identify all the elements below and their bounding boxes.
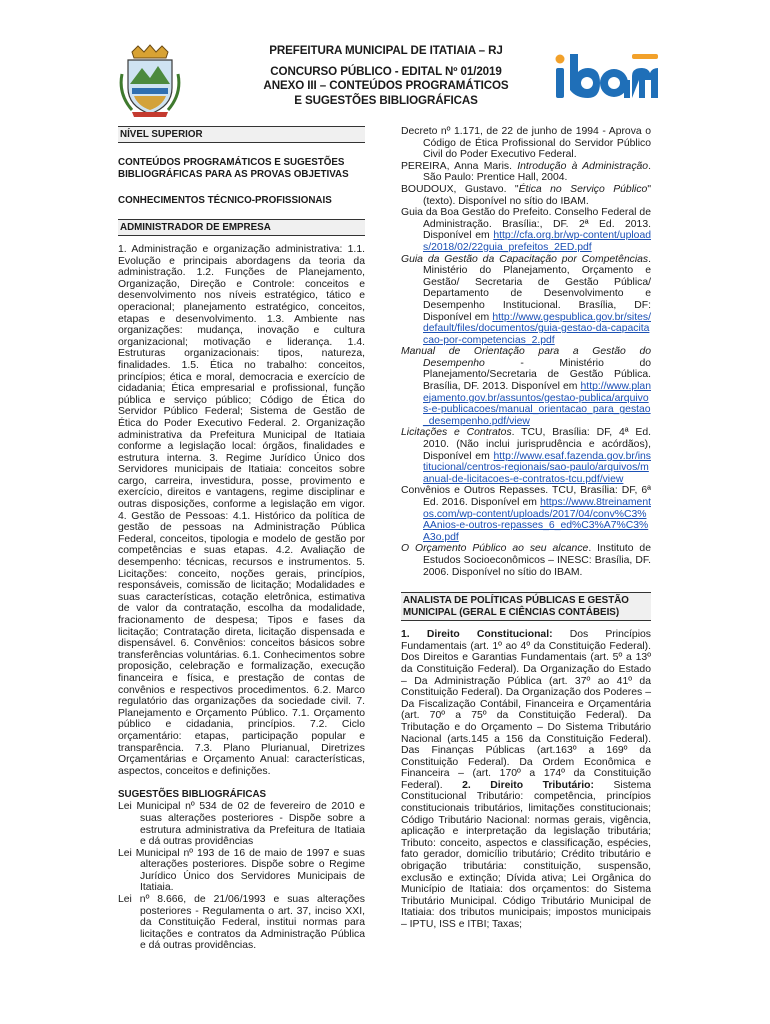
document-header: [0, 0, 770, 120]
ibam-logo-icon: [552, 50, 662, 102]
syllabus-text: 1. Administração e organização administrativa: 1.1. Evolução e principais abordagens da teoria da administração. 1.2. Funções de Planejamento, Organização, Direção e Controle: conceitos e desenvolvimento nos níveis estratégico, tático e operacional; planejamento estratégico, conceitos, etapas e desenvolvimento. 1.3. Ambiente nas organizações: mudança, inovação e cultura organizacional; motivação e liderança. 1.4. Estruturas organizacionais: tipos, natureza, finalidades. 1.5. Ética no trabalho: conceitos, princípios; ética e moral, democracia e exercício de cidadania; Ética empresarial e profissional, função pública e serviço público; Código de Ética do Servidor Público Federal; Sistema de Gestão de Ética do Poder Executivo Federal. 2. Organização administrativa da Prefeitura Municipal de Itatiaia conforme a legislação local: órgãos, finalidades e estrutura interna. 3. Regime Jurídico Único dos Servidores municipais de Itatiaia: conceitos sobre cargo, carreira, investidura, posse, provimento e exercício, direitos e vantagens, regime disciplinar e outras disposições, conforme a legislação em vigor. 4. Gestão de Pessoas: 4.1. Histórico da política de gestão de pessoas na Administração Pública Federal, conceitos, tipologia e modelo de gestão por competências e suas etapas. 4.2. Avaliação de desempenho: técnicas, recursos e instrumentos. 5. Licitações: conceito, noções gerais, princípios, responsáveis, comissão de licitação; Modalidades e suas características, cotação eletrônica, estimativa de valor da contratação, escolha da modalidade, fracionamento de despesa; Tipos e fases da licitação; Contratação direta, licitação dispensada e dispensável. 6. Convênios: conceitos básicos sobre transferências voluntárias. 6.1. Conhecimentos sobre proposição, celebração e formalização, execução financeira e física, e prestação de contas de convênios e respectivos procedimentos. 6.2. Marco regulatório das organizações da sociedade civil. 7. Planejamento e Orçamento Público. 7.1. Orçamento público e cidadania, princípios. 7.2. Ciclo orçamentário: etapas, participação popular e transparência. 7.3. Plano Plurianual, Diretrizes Orçamentárias e Orçamento Anual: características, aspectos, conceitos e definições.: [118, 244, 365, 777]
reference-item: Lei nº 8.666, de 21/06/1993 e suas alterações posteriores - Regulamenta o art. 37, inciso XXI, da Constituição Federal, institui normas para licitações e contratos da Administração Pública e dá outras providências.: [118, 894, 365, 952]
cargo-heading: ADMINISTRADOR DE EMPRESA: [118, 219, 365, 236]
subsection-heading: CONHECIMENTOS TÉCNICO-PROFISSIONAIS: [118, 195, 332, 206]
coat-of-arms-icon: [118, 44, 182, 118]
document-title: [200, 44, 572, 108]
cargo-heading: ANALISTA DE POLÍTICAS PÚBLICAS E GESTÃO MUNICIPAL (GERAL E CIÊNCIAS CONTÁBEIS): [401, 592, 651, 621]
reference-link[interactable]: http://www.planejamento.gov.br/assuntos/gestao-publica/arquivos-e-publicacoes/manual_orientacao_para_gestao_desempenho.pdf/view: [423, 381, 651, 427]
bibliography-list: [118, 801, 365, 952]
reference-link[interactable]: http://cfa.org.br/wp-content/uploads/2018/02/22guia_prefeitos_2ED.pdf: [423, 230, 651, 253]
level-heading: NÍVEL SUPERIOR: [118, 126, 365, 143]
reference-item: O Orçamento Público ao seu alcance. Instituto de Estudos Socioeconômicos – INESC: Brasília, DF. 2006. Disponível no sítio do IBAM.: [401, 543, 651, 578]
reference-item: Convênios e Outros Repasses. TCU, Brasília: DF, 6ª Ed. 2016. Disponível em https://www.8treinamentos.com/wp-content/uploads/2017/04/conv%C3%AAnios-e-outros-repasses_6_ed%C3%A7%C3%A3o.pdf: [401, 485, 651, 543]
reference-item: Decreto nº 1.171, de 22 de junho de 1994 - Aprova o Código de Ética Profissional do Servidor Público Civil do Poder Executivo Federal.: [401, 126, 651, 161]
reference-item: Guia da Boa Gestão do Prefeito. Conselho Federal de Administração. Brasília:, DF. 2ª Ed. 2013. Disponível em http://cfa.org.br/wp-content/uploads/2018/02/22guia_prefeitos_2ED.pdf: [401, 207, 651, 253]
reference-link[interactable]: http://www.gespublica.gov.br/sites/default/files/documentos/guia-gestao-da-capacitacao-por-competencias_2.pdf: [423, 311, 651, 346]
section-heading: CONTEÚDOS PROGRAMÁTICOS E SUGESTÕES BIBLIOGRÁFICAS PARA AS PROVAS OBJETIVAS: [118, 157, 349, 180]
bibliography-list-continued: [401, 126, 651, 578]
reference-item: Guia da Gestão da Capacitação por Competências. Ministério do Planejamento, Orçamento e Gestão/ Secretaria de Gestão Pública/ Departamento de Desenvolvimento e Desempenho Institucional. Brasília, DF: Disponível em http://www.gespublica.gov.br/sites/default/files/documentos/guia-gestao-da-capacitacao-por-competencias_2.pdf: [401, 253, 651, 346]
reference-item: Lei Municipal nº 534 de 02 de fevereiro de 2010 e suas alterações posteriores - Dispõe sobre a estrutura administrativa da Prefeitura de Itatiaia e dá outras providências: [118, 801, 365, 848]
title-line-4: E SUGESTÕES BIBLIOGRÁFICAS: [294, 93, 478, 107]
left-column: [118, 126, 365, 952]
reference-link[interactable]: https://www.8treinamentos.com/wp-content/uploads/2017/04/conv%C3%AAnios-e-outros-repasses_6_ed%C3%A7%C3%A3o.pdf: [423, 497, 651, 543]
right-column: [401, 126, 651, 931]
reference-item: PEREIRA, Anna Maris. Introdução à Administração. São Paulo: Prentice Hall, 2004.: [401, 160, 651, 184]
syllabus-text: 1. Direito Constitucional: Dos Princípios Fundamentais (art. 1º ao 4º da Constituição Federal). Dos Direitos e Garantias Fundamentais (art. 5º a 13º da Constituição Federal). Da Organização do Estado – Da Administração Pública (art. 37º ao 41º da Constituição Federal). Da Organização dos Poderes – Da Fiscalização Contábil, Financeira e Orçamentária (art. 70º a 75º da Constituição Federal). Da Tributação e do Orçamento – Do Sistema Tributário Nacional (arts.145 a 156 da Constituição Federal). Das Finanças Públicas (art.163º a 169º da Constituição Federal). Da Ordem Econômica e Financeira – (art. 170º a 174º da Constituição Federal). 2. Direito Tributário: Sistema Constitucional Tributário: competência, princípios constitucionais tributários, limitações constitucionais; Código Tributário Nacional: normas gerais, vigência, aplicação e interpretação da legislação tributária; Tributo: conceito, aspectos e classificação, espécies, fato gerador, domicílio tributário; Crédito tributário e obrigação tributária: constituição, suspensão, exclusão e extinção; Dívida ativa; Lei Orgânica do Município de Itatiaia: dos orçamentos: do Sistema Tributário Municipal. Código Tributário Municipal de Itatiaia: dos tributos municipais; impostos municipais – IPTU, ISS e ITBI; Taxas;: [401, 629, 651, 930]
reference-item: Manual de Orientação para a Gestão do Desempenho - Ministério do Planejamento/Secretaria de Gestão Pública. Brasília, DF. 2013. Disponível em http://www.planejamento.gov.br/assuntos/gestao-publica/arquivos-e-publicacoes/manual_orientacao_para_gestao_desempenho.pdf/view: [401, 346, 651, 427]
title-line-1: PREFEITURA MUNICIPAL DE ITATIAIA – RJ: [269, 44, 503, 57]
bibliography-heading: SUGESTÕES BIBLIOGRÁFICAS: [118, 789, 267, 801]
title-line-2: CONCURSO PÚBLICO - EDITAL Nº 01/2019: [270, 64, 502, 78]
reference-item: Lei Municipal nº 193 de 16 de maio de 1997 e suas alterações posteriores. Dispõe sobre o Regime Jurídico Único dos Servidores Municipais de Itatiaia.: [118, 847, 365, 894]
reference-link[interactable]: http://www.esaf.fazenda.gov.br/institucional/centros-regionais/sao-paulo/arquivos/manual-de-licitacoes-e-contratos-tcu.pdf/view: [423, 450, 651, 485]
reference-item: Licitações e Contratos. TCU, Brasília: DF, 4ª Ed. 2010. (Não inclui jurisprudência e acórdãos), Disponível em http://www.esaf.fazenda.gov.br/institucional/centros-regionais/sao-paulo/arquivos/manual-de-licitacoes-e-contratos-tcu.pdf/view: [401, 427, 651, 485]
reference-item: BOUDOUX, Gustavo. "Ética no Serviço Público" (texto). Disponível no sítio do IBAM.: [401, 183, 652, 207]
title-line-3: ANEXO III – CONTEÚDOS PROGRAMÁTICOS: [263, 79, 509, 92]
